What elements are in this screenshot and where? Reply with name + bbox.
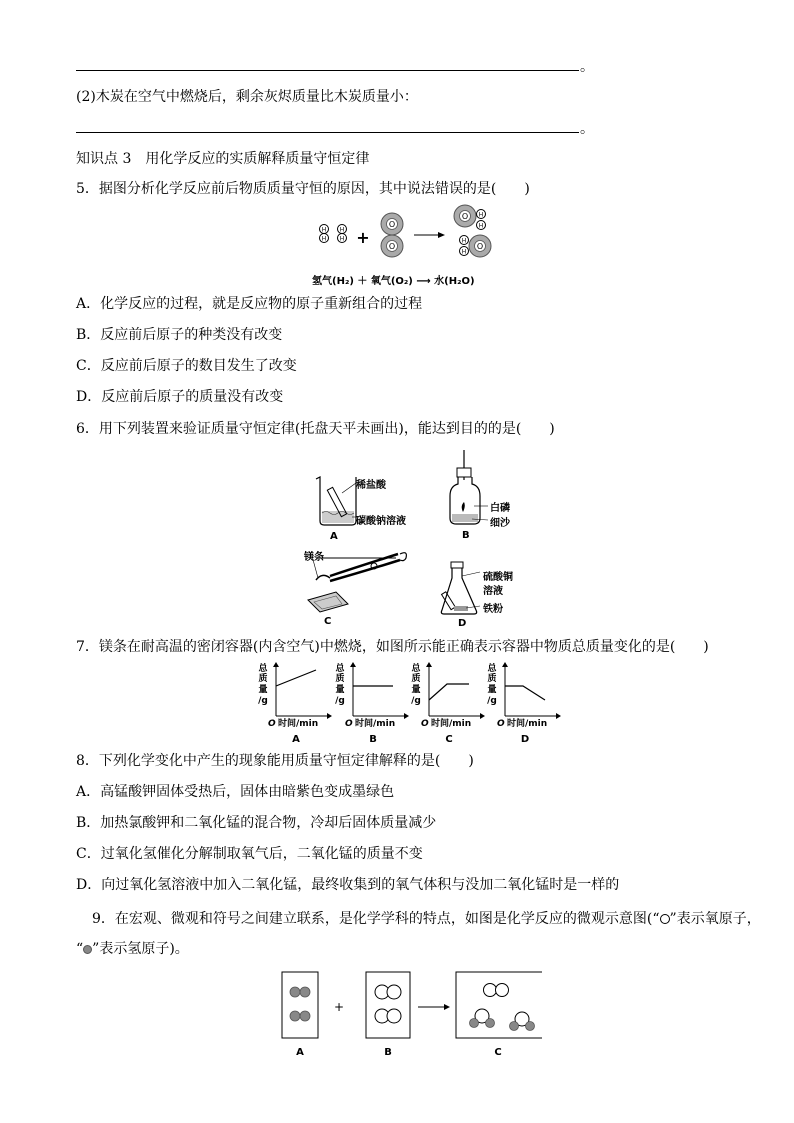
svg-text:H: H (321, 226, 327, 234)
label-dilute-hcl: 稀盐酸 (356, 480, 386, 491)
question-9-text: 9．在宏观、微观和符号之间建立联系，是化学学科的特点，如图是化学反应的微观示意图(“ (92, 911, 660, 927)
graph-x-label: 时间/min (507, 719, 548, 729)
hydrogen-atom-icon (83, 945, 92, 954)
mass-curve (429, 684, 469, 700)
graph-y-label: /g (411, 696, 421, 706)
graph-origin: O (345, 719, 353, 729)
question-8-stem: 8．下列化学变化中产生的现象能用质量守恒定律解释的是( ) (76, 753, 474, 769)
graph-y-label: /g (335, 696, 345, 706)
question-8-option-a: A．高锰酸钾固体受热后，固体由暗紫色变成墨绿色 (76, 784, 395, 800)
svg-text:C: C (494, 1047, 502, 1058)
graph-y-label: 总 (487, 664, 497, 674)
graph-letter: C (445, 734, 453, 745)
answer-line-1 (76, 70, 579, 71)
graph-origin: O (421, 719, 429, 729)
svg-text:B: B (384, 1047, 392, 1058)
svg-text:D: D (458, 618, 467, 629)
graph-y-label: 量 (258, 685, 268, 695)
graph-origin: O (268, 719, 276, 729)
graph-b (333, 662, 413, 744)
question-4-item-2: (2)木炭在空气中燃烧后，剩余灰烬质量比木炭质量小： (76, 89, 418, 105)
question-8-option-c: C．过氧化氢催化分解制取氧气后，二氧化锰的质量不变 (76, 846, 423, 862)
svg-text:O: O (388, 242, 396, 251)
question-5-stem: 5．据图分析化学反应前后物质质量守恒的原因，其中说法错误的是( ) (76, 181, 530, 197)
graph-d (485, 662, 565, 744)
graph-y-label: 量 (335, 685, 345, 695)
graph-y-label: 质 (487, 674, 497, 684)
graph-origin: O (497, 719, 505, 729)
graph-x-label: 时间/min (278, 719, 319, 729)
svg-text:O: O (476, 242, 484, 251)
graph-c (409, 662, 489, 744)
label-sodium-carbonate: 碳酸钠溶液 (356, 516, 406, 527)
svg-text:H: H (321, 235, 327, 243)
graph-letter: D (520, 734, 530, 745)
graph-y-label: 量 (411, 685, 421, 695)
svg-text:O: O (461, 212, 469, 221)
graph-y-label: 总 (411, 664, 421, 674)
graph-letter: A (292, 734, 300, 745)
label-copper-sulfate: 硫酸铜 (483, 572, 513, 583)
graph-x-label: 时间/min (355, 719, 396, 729)
period: 。 (580, 59, 594, 75)
label-magnesium-ribbon: 镁条 (304, 552, 324, 563)
section-heading: 知识点 3 用化学反应的实质解释质量守恒定律 (76, 151, 370, 167)
graph-x-label: 时间/min (431, 719, 472, 729)
box-b (366, 972, 410, 1038)
svg-text:A: A (330, 531, 338, 542)
micro-reaction-diagram (276, 970, 546, 1060)
svg-text:H: H (461, 248, 467, 256)
question-9-text-end: ”表示氧原子， (669, 911, 761, 927)
question-8-option-d: D．向过氧化氢溶液中加入二氧化锰，最终收集到的氧气体积与没加二氧化锰时是一样的 (76, 877, 620, 893)
graph-y-label: 质 (258, 674, 268, 684)
oxygen-atom-icon (660, 914, 670, 924)
label-iron-powder: 铁粉 (483, 604, 503, 615)
label-fine-sand: 细沙 (490, 518, 510, 529)
label-solution: 溶液 (483, 586, 503, 597)
svg-text:C: C (324, 616, 332, 627)
question-5-option-c: C．反应前后原子的数目发生了改变 (76, 358, 297, 374)
box-a (282, 972, 318, 1038)
svg-text:A: A (296, 1047, 304, 1058)
graph-y-label: /g (487, 696, 497, 706)
period: 。 (580, 121, 594, 137)
graph-y-label: /g (258, 696, 268, 706)
question-5-option-a: A．化学反应的过程，就是反应物的原子重新组合的过程 (76, 296, 423, 312)
plus-sign: + (356, 228, 370, 247)
question-6-stem: 6．用下列装置来验证质量守恒定律(托盘天平未画出)，能达到目的的是( ) (76, 421, 555, 437)
question-5-option-d: D．反应前后原子的质量没有改变 (76, 389, 284, 405)
svg-text:O: O (388, 220, 396, 229)
water-molecules (454, 205, 491, 257)
graph-y-label: 质 (411, 674, 421, 684)
question-7-stem: 7．镁条在耐高温的密闭容器(内含空气)中燃烧，如图所示能正确表示容器中物质总质量变化的是( ) (76, 639, 709, 655)
label-white-phosphorus: 白磷 (490, 503, 510, 514)
oxygen-molecule (381, 213, 403, 257)
hydrogen-molecules (320, 225, 347, 243)
graph-y-label: 总 (335, 664, 345, 674)
graph-y-label: 量 (487, 685, 497, 695)
graph-letter: B (369, 734, 377, 745)
svg-text:H: H (478, 211, 484, 219)
question-5-option-b: B．反应前后原子的种类没有改变 (76, 327, 283, 343)
graph-y-label: 质 (335, 674, 345, 684)
svg-text:H: H (478, 222, 484, 230)
graph-a (256, 662, 336, 744)
reaction-arrow (414, 232, 445, 238)
svg-text:H: H (339, 235, 345, 243)
reaction-equation: 氢气(H₂) ＋ 氧气(O₂) ⟶ 水(H₂O) (312, 276, 475, 287)
mass-curve (276, 670, 316, 686)
question-8-option-b: B．加热氯酸钾和二氧化锰的混合物，冷却后固体质量减少 (76, 815, 437, 831)
svg-text:H: H (339, 226, 345, 234)
question-9-line-1 (92, 910, 761, 928)
graph-y-label: 总 (258, 664, 268, 674)
svg-text:B: B (462, 530, 470, 541)
mass-curve (505, 686, 545, 700)
answer-line-2 (76, 132, 579, 133)
svg-text:H: H (461, 237, 467, 245)
question-9-line-2: “ ”表示氢原子)。 (76, 941, 189, 957)
reaction-diagram (310, 202, 530, 292)
svg-text:+: + (333, 1000, 345, 1014)
